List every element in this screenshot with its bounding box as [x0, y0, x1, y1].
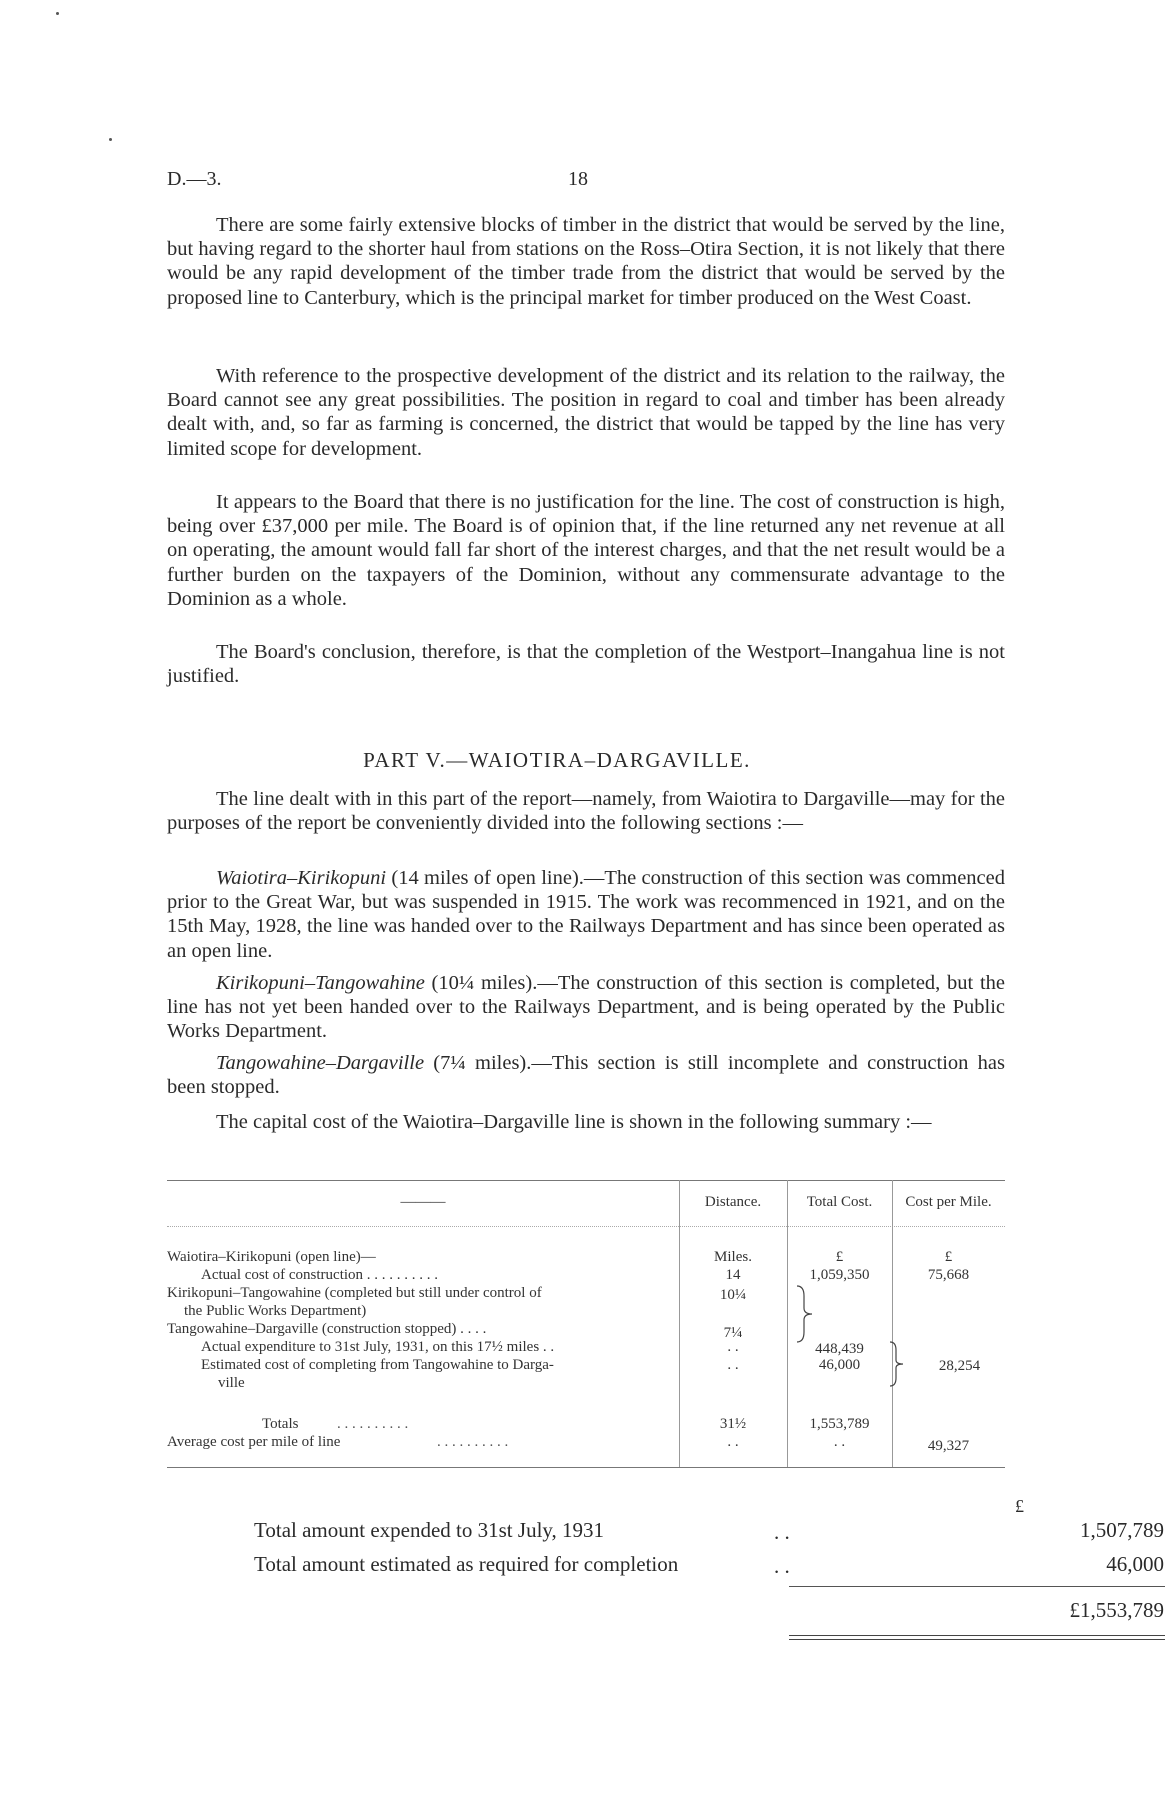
grand-total: £1,553,789 [1069, 1598, 1164, 1622]
section-2-text: (10¼ miles).—The construction of this section is completed, but the line has not yet been handed over to the Railways Department, and is being operated by the Public Works Department. [167, 972, 1005, 1043]
paragraph-section-1 [167, 866, 1005, 963]
header-total-cost: Total Cost. [806, 1194, 873, 1210]
paragraph-intro-text: The line dealt with in this part of the report—namely, from Waiotira to Dargaville—may for the purposes of the report be conveniently divided into the following sections :— [167, 788, 1005, 835]
row-total: 1,059,350 [809, 1267, 870, 1283]
average-dots: . . . . . . . . . . [437, 1434, 509, 1450]
paragraph-development-text: With reference to the prospective development of the district and its relation to the railway, the Board cannot see any great possibilities. The position in regard to coal and timber has been already dealt with, and, so far as farming is concerned, the district that would be tapped by the line has very limited scope for development. [167, 365, 1005, 460]
row-distance: . . [727, 1357, 739, 1373]
row-label: Waiotira–Kirikopuni (open line)— [167, 1249, 376, 1265]
double-rule-top [789, 1635, 1165, 1636]
page-number: 18 [568, 168, 588, 190]
row-total: £ [835, 1249, 844, 1265]
totals-dots: . . . . . . . . . . [337, 1416, 409, 1432]
row-distance: 7¼ [723, 1325, 743, 1341]
row-total: 46,000 [818, 1357, 861, 1373]
header-cost-per-mile: Cost per Mile. [905, 1194, 992, 1210]
row-distance: Miles. [714, 1249, 752, 1265]
paragraph-justification [167, 490, 1005, 611]
section-1-text: (14 miles of open line).—The construction of this section was commenced prior to the Great War, but was suspended in 1915. The work was recommenced in 1921, and on the 15th May, 1928, the line was handed over to the Railways Department and has since been operated as an open line. [167, 867, 1005, 962]
estimated-value: 46,000 [1106, 1552, 1164, 1576]
average-distance: . . [727, 1434, 739, 1450]
row-label: Tangowahine–Dargaville (construction stopped) . . . . [167, 1321, 487, 1337]
paragraph-conclusion [167, 640, 1005, 688]
subtotal-rule [789, 1586, 1165, 1587]
part-heading: PART V.—WAIOTIRA–DARGAVILLE. [363, 748, 751, 772]
totals-total-cost: 1,553,789 [809, 1416, 870, 1432]
table-bottom-rule [167, 1467, 1005, 1468]
totals-label: Totals [262, 1416, 299, 1432]
paragraph-summary-intro [167, 1110, 1005, 1134]
row-label: the Public Works Department) [184, 1303, 367, 1319]
header-description: ——— [400, 1194, 446, 1210]
estimated-dots: . . [774, 1554, 790, 1578]
section-3-title: Tangowahine–Dargaville [216, 1052, 425, 1074]
row-per-mile: 75,668 [927, 1267, 970, 1283]
section-2-title: Kirikopuni–Tangowahine [216, 972, 425, 994]
row-label: Actual expenditure to 31st July, 1931, on this 17½ miles . . [201, 1339, 555, 1355]
average-label: Average cost per mile of line [167, 1434, 341, 1450]
totals-distance: 31½ [719, 1416, 747, 1432]
scan-speck [56, 12, 59, 15]
paragraph-timber [167, 213, 1005, 310]
row-distance: . . [727, 1339, 739, 1355]
section-1-title: Waiotira–Kirikopuni [216, 867, 387, 889]
row-per-mile: 28,254 [938, 1358, 981, 1374]
paragraph-summary-intro-text: The capital cost of the Waiotira–Dargaville line is shown in the following summary :— [216, 1111, 932, 1133]
column-divider [892, 1180, 893, 1467]
paragraph-justification-text: It appears to the Board that there is no justification for the line. The cost of construction is high, being over £37,000 per mile. The Board is of opinion that, if the line returned any net revenue at all on operating, the amount would fall far short of the interest charges, and that the net result would be a further burden on the taxpayers of the Dominion, without any commensurate advantage to the Dominion as a whole. [167, 491, 1005, 610]
paragraph-development [167, 364, 1005, 461]
currency-symbol: £ [1015, 1496, 1024, 1516]
row-label: ville [218, 1375, 245, 1391]
double-rule-bottom [789, 1639, 1165, 1640]
header-distance: Distance. [704, 1194, 762, 1210]
row-label: Estimated cost of completing from Tangowahine to Darga- [201, 1357, 554, 1373]
row-label: Kirikopuni–Tangowahine (completed but still under control of [167, 1285, 542, 1301]
scan-speck [109, 138, 112, 141]
row-per-mile: £ [944, 1249, 953, 1265]
paragraph-section-3 [167, 1051, 1005, 1099]
paragraph-section-2 [167, 971, 1005, 1044]
average-cost-per-mile: 49,327 [927, 1438, 970, 1454]
expended-label: Total amount expended to 31st July, 1931 [254, 1518, 605, 1542]
capital-cost-table [167, 1180, 1005, 1476]
paragraph-intro [167, 787, 1005, 835]
document-reference: D.—3. [167, 168, 222, 190]
paragraph-conclusion-text: The Board's conclusion, therefore, is that the completion of the Westport–Inangahua line is not justified. [167, 641, 1005, 688]
expended-value: 1,507,789 [1080, 1518, 1164, 1542]
row-label: Actual cost of construction . . . . . . . . . . [201, 1267, 439, 1283]
row-distance: 14 [725, 1267, 741, 1283]
table-header-rule [167, 1226, 1005, 1227]
brace-total-cost [794, 1284, 818, 1344]
brace-per-mile [887, 1340, 909, 1388]
expended-dots: . . [774, 1520, 790, 1544]
paragraph-timber-text: There are some fairly extensive blocks of timber in the district that would be served by the line, but having regard to the shorter haul from stations on the Ross–Otira Section, it is not likely that there would be any rapid development of the timber trade from the district that would be served by the proposed line to Canterbury, which is the principal market for timber produced on the West Coast. [167, 214, 1005, 309]
row-total: 448,439 [815, 1341, 864, 1357]
section-3-text: (7¼ miles).—This section is still incomplete and construction has been stopped. [167, 1052, 1005, 1099]
average-total: . . [833, 1434, 846, 1450]
estimated-label: Total amount estimated as required for completion [254, 1552, 679, 1576]
table-top-rule [167, 1180, 1005, 1181]
row-distance: 10¼ [719, 1287, 747, 1303]
